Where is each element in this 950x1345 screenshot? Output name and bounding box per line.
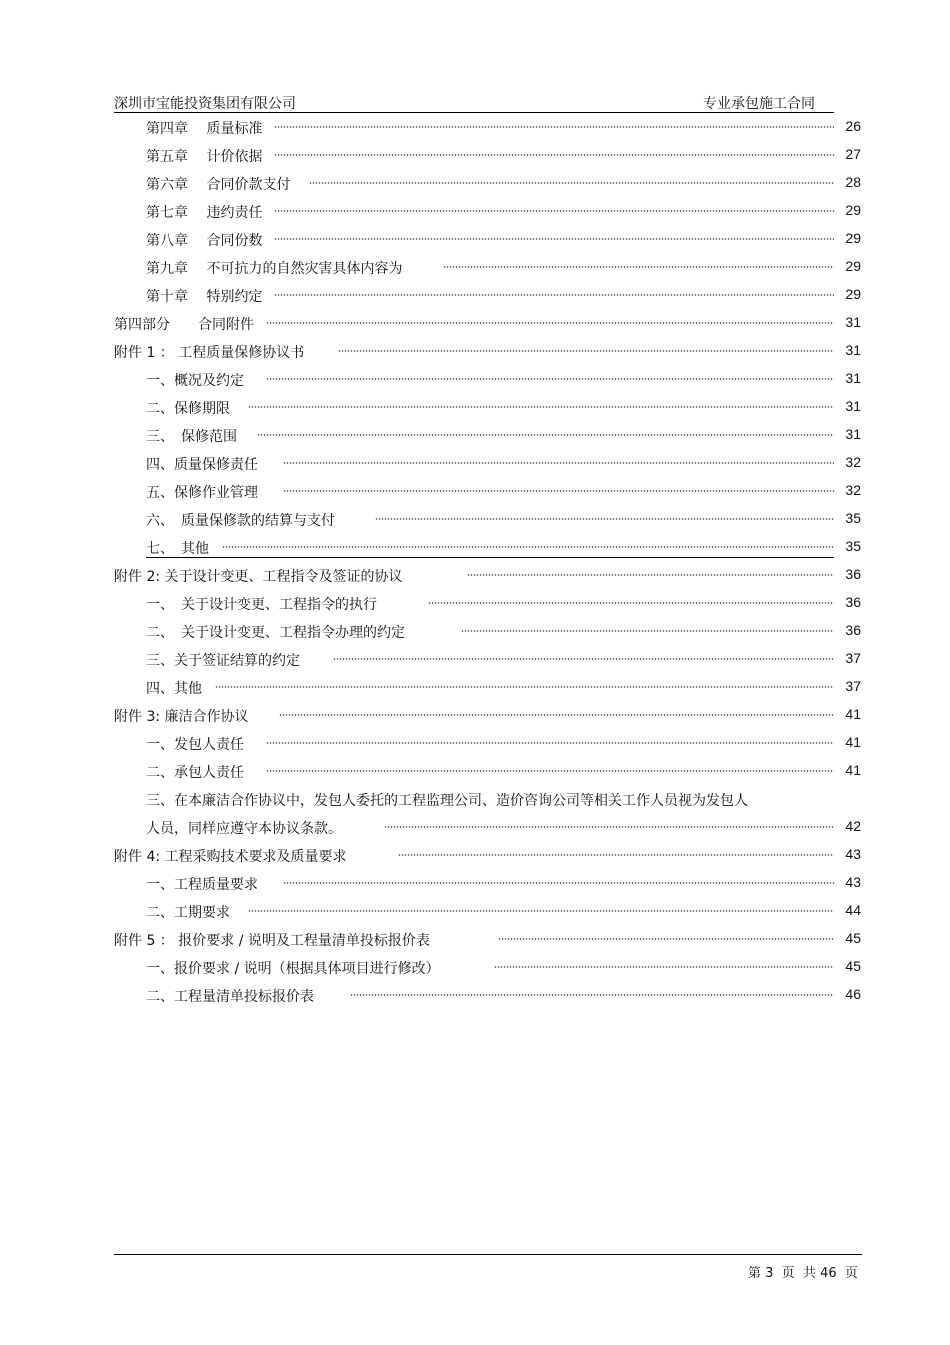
toc-entry-title: 二、工期要求 [146, 905, 230, 921]
toc-entry-title: 一、报价要求 / 说明（根据具体项目进行修改） [146, 961, 440, 977]
toc-entry-title: 第十章 特别约定 [146, 289, 263, 305]
toc-leader-dots [215, 684, 834, 690]
toc-leader-dots [338, 348, 834, 354]
toc-entry-title: 附件 3: 廉洁合作协议 [114, 709, 249, 725]
toc-leader-dots [333, 656, 834, 662]
toc-leader-dots [248, 908, 834, 914]
toc-row [0, 118, 950, 138]
toc-page-number: 29 [845, 286, 861, 302]
header-doc-title: 专业承包施工合同 [703, 96, 815, 112]
toc-page-number: 45 [845, 930, 861, 946]
toc-leader-dots [257, 432, 834, 438]
toc-row [0, 650, 950, 670]
toc-leader-dots [266, 768, 834, 774]
toc-leader-dots [266, 740, 834, 746]
toc-row [0, 286, 950, 306]
toc-row [0, 538, 950, 558]
toc-page-number: 43 [845, 874, 861, 890]
toc-row [0, 454, 950, 474]
toc-page-number: 31 [845, 426, 861, 442]
toc-entry-title: 附件 5 ： 报价要求 / 说明及工程量清单投标报价表 [114, 933, 430, 949]
toc-entry-title: 三、在本廉洁合作协议中，发包人委托的工程监理公司、造价咨询公司等相关工作人员视为发包人 [146, 793, 748, 809]
toc-page-number: 31 [845, 398, 861, 414]
toc-page-number: 41 [845, 706, 861, 722]
toc-leader-dots [428, 600, 834, 606]
toc-row [0, 370, 950, 390]
toc-row [0, 986, 950, 1006]
toc-row-underline [146, 557, 834, 558]
toc-leader-dots [274, 152, 834, 158]
toc-entry-title: 附件 2: 关于设计变更、工程指令及签证的协议 [114, 569, 403, 585]
toc-entry-title: 第六章 合同价款支付 [146, 177, 291, 193]
toc-entry-title: 一、工程质量要求 [146, 877, 258, 893]
toc-page-number: 26 [845, 118, 861, 134]
toc-leader-dots [494, 964, 834, 970]
toc-page-number: 36 [845, 594, 861, 610]
toc-row [0, 930, 950, 950]
toc-leader-dots [461, 628, 834, 634]
toc-entry-title: 七、 其他 [146, 541, 209, 557]
toc-leader-dots [467, 572, 834, 578]
toc-entry-title: 三、关于签证结算的约定 [146, 653, 300, 669]
toc-entry-title: 五、保修作业管理 [146, 485, 258, 501]
toc-entry-title: 第八章 合同份数 [146, 233, 263, 249]
toc-leader-dots [283, 488, 834, 494]
toc-page-number: 35 [845, 510, 861, 526]
toc-row [0, 678, 950, 698]
toc-entry-title: 一、发包人责任 [146, 737, 244, 753]
toc-leader-dots [248, 404, 834, 410]
toc-leader-dots [274, 124, 834, 130]
toc-entry-title: 四、其他 [146, 681, 202, 697]
toc-page-number: 31 [845, 342, 861, 358]
toc-leader-dots [274, 236, 834, 242]
toc-leader-dots [350, 992, 834, 998]
toc-row [0, 230, 950, 250]
toc-row [0, 790, 950, 810]
toc-row [0, 314, 950, 334]
toc-leader-dots [274, 208, 834, 214]
toc-row [0, 846, 950, 866]
toc-row [0, 342, 950, 362]
toc-leader-dots [266, 320, 834, 326]
toc-row [0, 426, 950, 446]
toc-page-number: 44 [845, 902, 861, 918]
toc-leader-dots [398, 852, 834, 858]
header-company: 深圳市宝能投资集团有限公司 [114, 96, 296, 112]
page-footer: 第 3 页 共 46 页 [748, 1266, 858, 1281]
toc-row [0, 622, 950, 642]
toc-entry-title: 第四部分 合同附件 [114, 317, 254, 333]
toc-leader-dots [283, 880, 834, 886]
toc-entry-title: 一、 关于设计变更、工程指令的执行 [146, 597, 377, 613]
toc-leader-dots [274, 292, 834, 298]
toc-leader-dots [279, 712, 834, 718]
toc-row [0, 482, 950, 502]
toc-page-number: 36 [845, 622, 861, 638]
toc-entry-title: 人员，同样应遵守本协议条款。 [146, 821, 342, 837]
header-rule [114, 112, 834, 113]
toc-entry-title: 二、 关于设计变更、工程指令办理的约定 [146, 625, 405, 641]
toc-entry-title: 二、保修期限 [146, 401, 230, 417]
toc-row [0, 706, 950, 726]
toc-leader-dots [266, 376, 834, 382]
toc-entry-title: 二、工程量清单投标报价表 [146, 989, 314, 1005]
toc-page-number: 42 [845, 818, 861, 834]
toc-entry-title: 三、 保修范围 [146, 429, 237, 445]
toc-page-number: 28 [845, 174, 861, 190]
toc-page-number: 36 [845, 566, 861, 582]
toc-page-number: 32 [845, 482, 861, 498]
toc-entry-title: 附件 4: 工程采购技术要求及质量要求 [114, 849, 347, 865]
toc-row [0, 902, 950, 922]
toc-entry-title: 第五章 计价依据 [146, 149, 263, 165]
toc-row [0, 174, 950, 194]
toc-page-number: 37 [845, 678, 861, 694]
toc-page-number: 41 [845, 762, 861, 778]
toc-leader-dots [222, 544, 834, 550]
toc-page-number: 37 [845, 650, 861, 666]
toc-leader-dots [443, 264, 834, 270]
toc-row [0, 146, 950, 166]
footer-rule [114, 1254, 862, 1255]
toc-page-number: 46 [845, 986, 861, 1002]
toc-page-number: 29 [845, 258, 861, 274]
toc-row [0, 398, 950, 418]
toc-leader-dots [309, 180, 834, 186]
toc-row [0, 818, 950, 838]
toc-leader-dots [498, 936, 834, 942]
toc-page-number: 43 [845, 846, 861, 862]
toc-entry-title: 四、质量保修责任 [146, 457, 258, 473]
toc-entry-title: 二、承包人责任 [146, 765, 244, 781]
toc-page-number: 31 [845, 370, 861, 386]
toc-entry-title: 第四章 质量标准 [146, 121, 263, 137]
toc-leader-dots [375, 516, 834, 522]
toc-page-number: 45 [845, 958, 861, 974]
toc-row [0, 202, 950, 222]
toc-leader-dots [283, 460, 834, 466]
toc-page-number: 29 [845, 202, 861, 218]
toc-row [0, 874, 950, 894]
toc-row [0, 566, 950, 586]
toc-leader-dots [384, 824, 834, 830]
toc-page-number: 32 [845, 454, 861, 470]
toc-row [0, 762, 950, 782]
toc-entry-title: 一、概况及约定 [146, 373, 244, 389]
toc-page-number: 27 [845, 146, 861, 162]
toc-page-number: 31 [845, 314, 861, 330]
toc-page-number: 41 [845, 734, 861, 750]
toc-page-number: 35 [845, 538, 861, 554]
toc-row [0, 958, 950, 978]
toc-row [0, 510, 950, 530]
toc-entry-title: 六、 质量保修款的结算与支付 [146, 513, 335, 529]
toc-entry-title: 第九章 不可抗力的自然灾害具体内容为 [146, 261, 403, 277]
toc-entry-title: 第七章 违约责任 [146, 205, 263, 221]
toc-row [0, 594, 950, 614]
toc-row [0, 258, 950, 278]
toc-page-number: 29 [845, 230, 861, 246]
toc-entry-title: 附件 1 ： 工程质量保修协议书 [114, 345, 305, 361]
toc-row [0, 734, 950, 754]
